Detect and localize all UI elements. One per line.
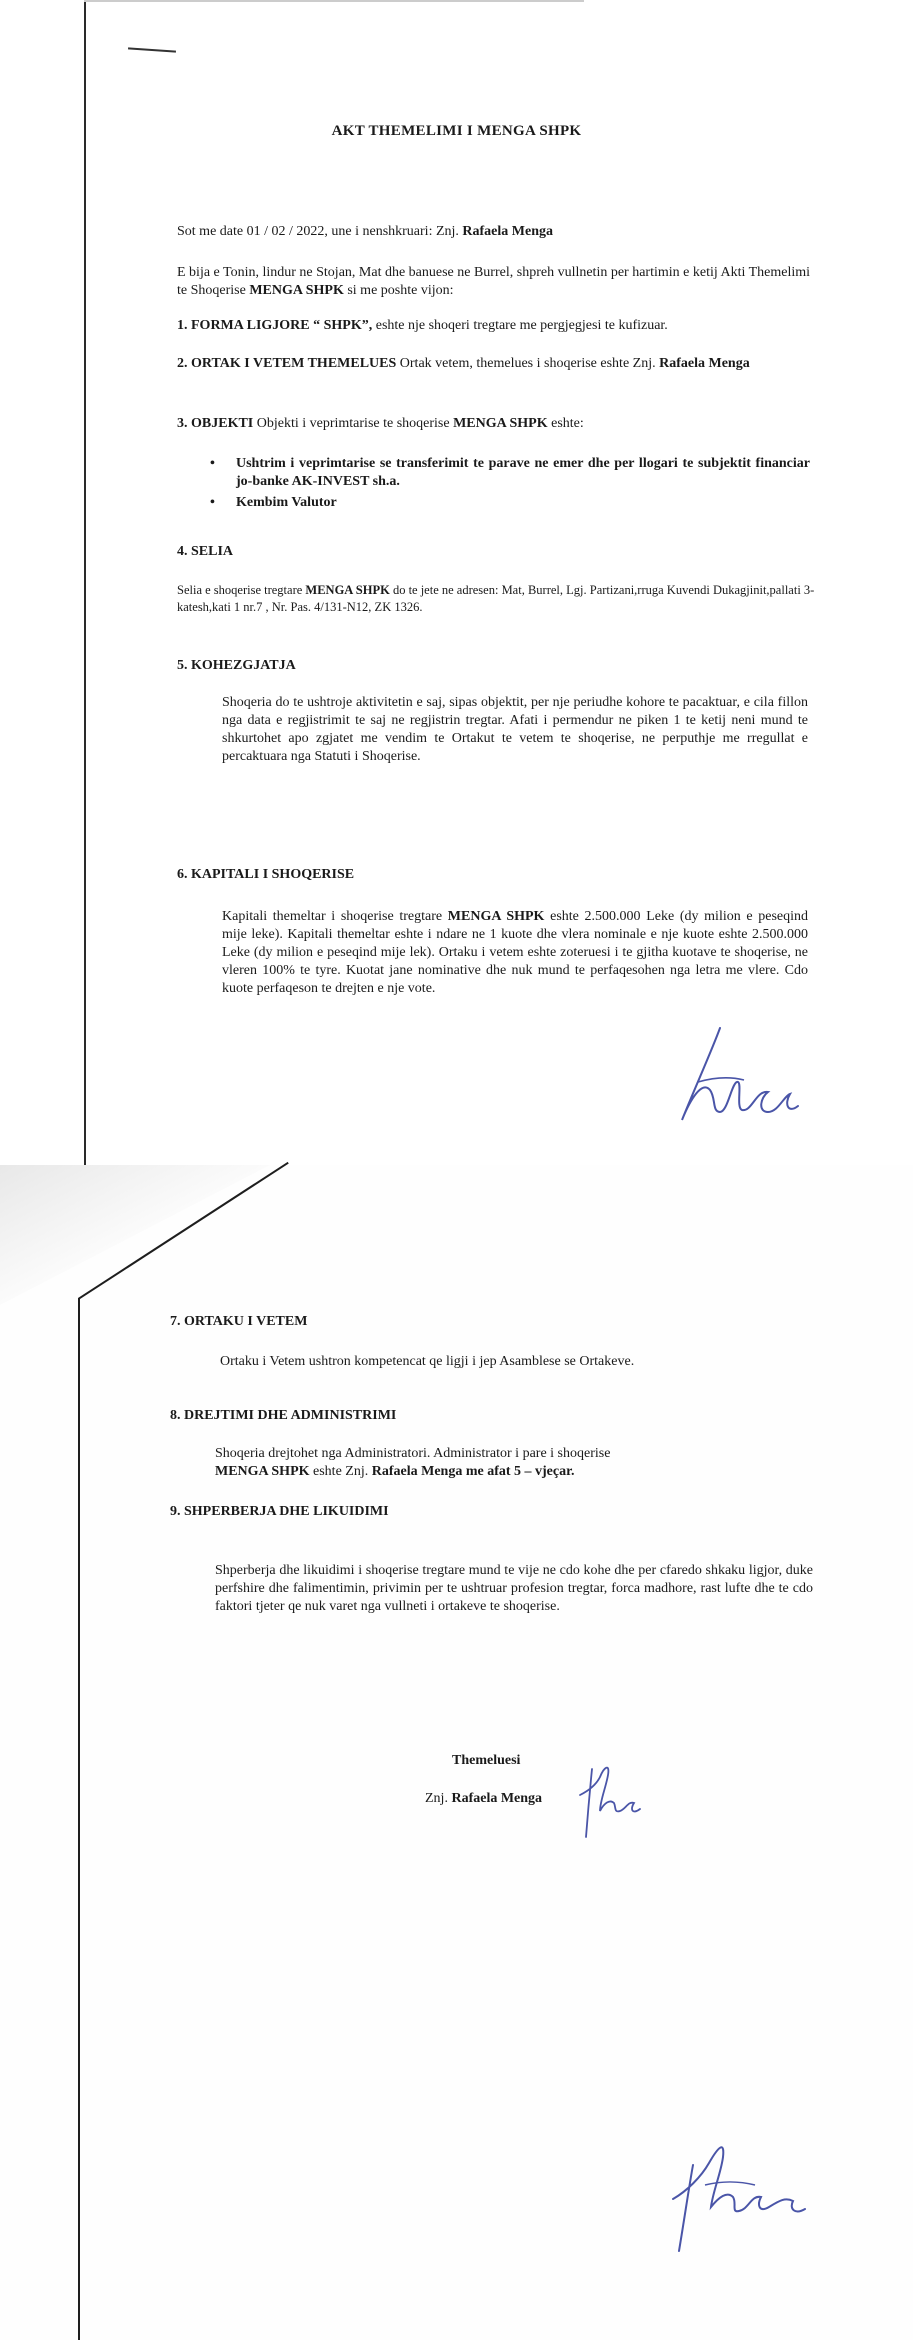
section-heading-kapitali: 6. KAPITALI I SHOQERISE: [177, 867, 355, 882]
section-text: Objekti i veprimtarise te shoqerise: [256, 416, 450, 431]
founder-name: Rafaela Menga: [659, 356, 750, 371]
section-forma: [177, 317, 817, 335]
section-heading-selia: 4. SELIA: [177, 544, 234, 559]
section-drejtimi-text: [215, 1445, 815, 1481]
section-objekti: [177, 415, 817, 433]
section-text: Kapitali themeltar i shoqerise tregtare: [222, 909, 443, 924]
founder-name: Rafaela Menga: [462, 224, 553, 239]
company-name: MENGA SHPK: [215, 1464, 310, 1479]
document-page-2: [0, 1165, 913, 2340]
section-text: eshte 2.500.000 Leke (dy milion e peseqind mije leke). Kapitali themeltar eshte i ndare ne 1 kuote dhe vlera nominale e nje kuote eshte 2.500.000 Leke (dy milion e peseqind mije lek). Ortaku i vetem eshte zoteruesi i te gjitha kuotave te shoqerise, ne vleren 100% te tyre. Kuotat jane nominative dhe nuk mund te perfaqesohen nga letra me vlere. Cdo kuote perfaqeson te drejten e nje vote.: [222, 909, 809, 996]
closing-label: Themeluesi: [452, 1753, 521, 1768]
section-heading-shperberja: 9. SHPERBERJA DHE LIKUIDIMI: [170, 1504, 389, 1519]
closing-prefix: Znj.: [425, 1791, 448, 1806]
section-ortaku-text: Ortaku i Vetem ushtron kompetencat qe ligji i jep Asamblese se Ortakeve.: [220, 1354, 635, 1369]
section-selia-text: [177, 582, 817, 616]
signature-icon: [672, 1020, 822, 1130]
section-heading-kohezgjatja: 5. KOHEZGJATJA: [177, 658, 296, 673]
company-name: MENGA SHPK: [447, 909, 545, 924]
scan-edge: [84, 0, 86, 1165]
section-text: do te jete ne adresen: Mat, Burrel, Lgj. Partizani,rruga Kuvendi Dukagjinit,pallati 3-katesh,kati 1 nr.7 , Nr. Pas. 4/131-N12, ZK 1326.: [177, 583, 815, 614]
signature-icon: [570, 1755, 650, 1845]
section-ortak: [177, 355, 817, 373]
intro-date-line: [177, 223, 787, 241]
company-name: MENGA SHPK: [453, 416, 548, 431]
list-item: • Kembim Valutor: [210, 494, 810, 512]
declaration-text: E bija e Tonin, lindur ne Stojan, Mat dhe banuese ne Burrel, shpreh vullnetin per hartimin e ketij Akti Themelimi te Shoqerise: [177, 265, 811, 298]
section-kohezgjatja-text: Shoqeria do te ushtroje aktivitetin e saj, sipas objektit, per nje periudhe kohore te pacaktuar, e cila fillon nga data e regjistrimit te saj ne regjistrin tregtar. Afati i permendur ne piken 1 te ketij neni mund te shkurtohet apo zgjatet me vendim te Ortakut te vetem te shoqerise, ne perputhje me rregullat e percaktuara nga Statuti i Shoqerise.: [222, 695, 808, 764]
section-text: eshte Znj.: [313, 1464, 369, 1479]
scan-mark: [128, 47, 176, 52]
section-text: eshte nje shoqeri tregtare me pergjegjesi te kufizuar.: [375, 318, 668, 333]
section-heading-ortaku: 7. ORTAKU I VETEM: [170, 1314, 308, 1329]
section-heading: 2. ORTAK I VETEM THEMELUES: [177, 356, 397, 371]
company-name: MENGA SHPK: [249, 283, 344, 298]
section-kapitali-text: [222, 908, 808, 998]
section-text: Shoqeria drejtohet nga Administratori. Administrator i pare i shoqerise: [215, 1446, 611, 1461]
scan-edge: [84, 0, 584, 2]
administrator-name: Rafaela Menga me afat 5 – vjeçar.: [371, 1464, 575, 1479]
section-heading-drejtimi: 8. DREJTIMI DHE ADMINISTRIMI: [170, 1408, 397, 1423]
document-title: AKT THEMELIMI I MENGA SHPK: [331, 123, 582, 139]
document-page-1: [0, 0, 913, 1165]
scan-corner: [0, 1165, 270, 1305]
section-heading: 3. OBJEKTI: [177, 416, 254, 431]
section-text: Selia e shoqerise tregtare: [177, 583, 303, 597]
section-text-end: eshte:: [551, 416, 584, 431]
closing-signatory: [425, 1790, 542, 1808]
section-text: Ortak vetem, themelues i shoqerise eshte Znj.: [399, 356, 656, 371]
list-item: • Ushtrim i veprimtarise se transferimit te parave ne emer dhe per llogari te subjektit financiar jo-banke AK-INVEST sh.a.: [210, 455, 810, 491]
signature-icon: [665, 2125, 835, 2265]
section-shperberja-text: Shperberja dhe likuidimi i shoqerise tregtare mund te vije ne cdo kohe dhe per cfaredo shkaku ligjor, duke perfshire dhe falimentimin, privimin per te ushtruar profesion tregtar, forca madhore, rast lufte dhe te cdo faktori tjeter qe nuk varet nga vullneti i ortakeve te shoqerise.: [215, 1563, 813, 1614]
section-heading: 1. FORMA LIGJORE “ SHPK”,: [177, 318, 373, 333]
intro-declaration: [177, 264, 817, 300]
scan-edge: [78, 1298, 80, 2340]
objekti-list: [210, 455, 810, 515]
declaration-text-end: si me poshte vijon:: [347, 283, 454, 298]
founder-name: Rafaela Menga: [451, 1791, 543, 1806]
company-name: MENGA SHPK: [305, 583, 390, 597]
intro-date-text: Sot me date 01 / 02 / 2022, une i nenshkruari: Znj.: [177, 224, 459, 239]
